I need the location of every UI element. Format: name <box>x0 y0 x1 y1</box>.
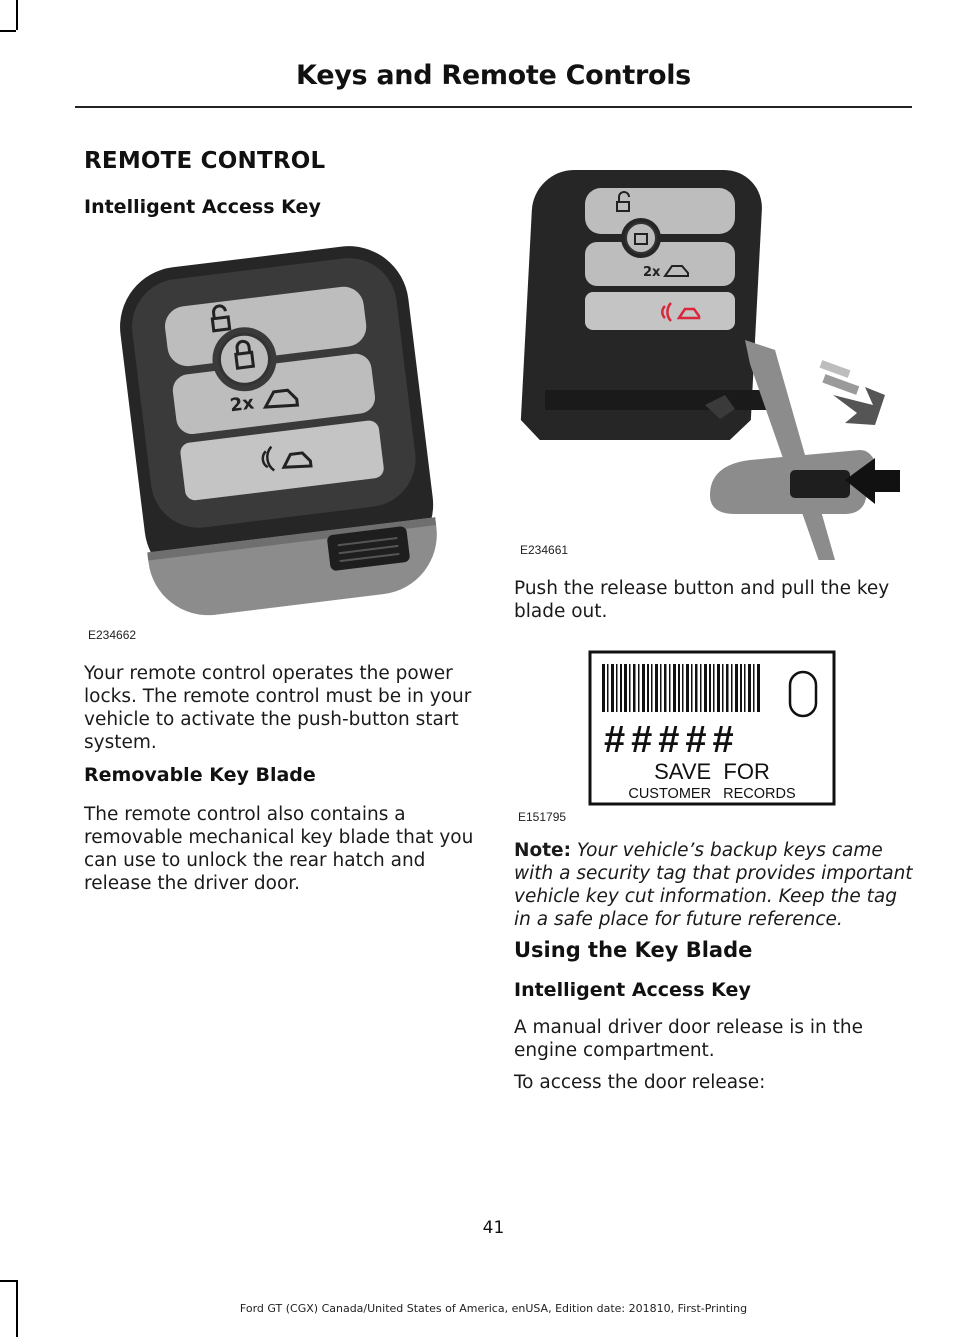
crop-mark <box>16 0 18 30</box>
key-blade-figure <box>515 150 910 560</box>
key-blade-illustration <box>515 150 910 560</box>
subheading-intelligent-access-key: Intelligent Access Key <box>514 979 751 1001</box>
paragraph-access-release: To access the door release: <box>514 1072 766 1093</box>
page-title: Keys and Remote Controls <box>296 60 691 91</box>
tag-save-for: SAVE FOR <box>654 759 770 784</box>
section-subtitle: Intelligent Access Key <box>84 196 321 218</box>
note-paragraph <box>514 839 914 931</box>
key-fob-figure <box>84 235 484 640</box>
section-title: REMOTE CONTROL <box>84 148 326 174</box>
paragraph-manual-release: A manual driver door release is in the engine compartment. <box>514 1017 863 1061</box>
crop-mark <box>0 30 16 32</box>
svg-text:2x: 2x <box>643 265 661 280</box>
paragraph-key-blade: The remote control also contains a removable mechanical key blade that you can use to unlock the rear hatch and release the driver door. <box>84 804 474 894</box>
header-divider <box>75 106 912 108</box>
figure-code: E234662 <box>88 628 137 642</box>
key-fob-illustration <box>84 235 484 640</box>
note-text: Your vehicle’s backup keys came with a security tag that provides important vehicle key cut information. Keep the tag in a safe place for future reference. <box>514 840 913 930</box>
page-footer: Ford GT (CGX) Canada/United States of America, enUSA, Edition date: 201810, First-Printing <box>239 1302 748 1315</box>
security-tag-illustration <box>588 650 836 806</box>
figure-code: E151795 <box>518 810 567 824</box>
heading-removable-key-blade: Removable Key Blade <box>84 764 316 786</box>
paragraph-release-button: Push the release button and pull the key blade out. <box>514 578 890 622</box>
security-tag-figure <box>588 650 836 806</box>
heading-using-key-blade: Using the Key Blade <box>514 938 753 962</box>
paragraph-remote: Your remote control operates the power locks. The remote control must be in your vehicle to activate the push-button start system. <box>84 663 472 753</box>
note-label: Note: <box>514 840 571 861</box>
crop-mark <box>0 1280 16 1282</box>
page-number: 41 <box>482 1218 505 1238</box>
svg-text:2x: 2x <box>228 392 256 417</box>
figure-code: E234661 <box>520 543 569 557</box>
tag-customer-records: CUSTOMER RECORDS <box>628 786 796 802</box>
tag-number: ##### <box>604 719 740 761</box>
